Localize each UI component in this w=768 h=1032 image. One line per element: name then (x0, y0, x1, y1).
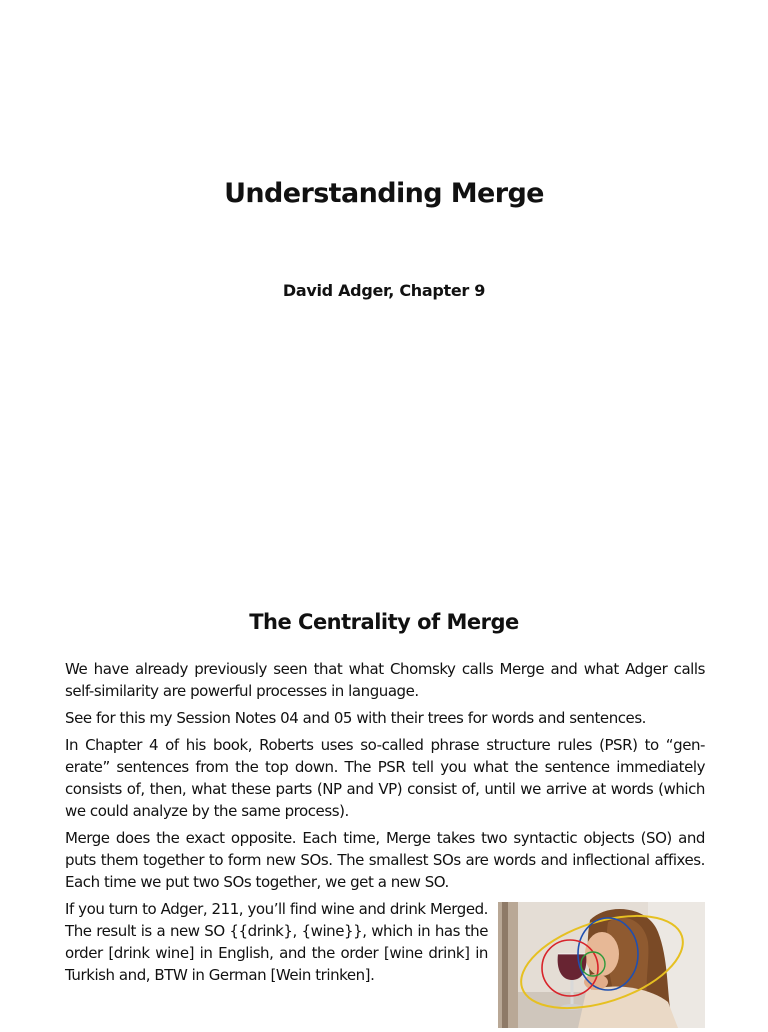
photo-illustration (498, 902, 705, 1028)
section-heading: The Centrality of Merge (249, 610, 519, 634)
paragraph: Merge does the exact opposite. Each time, Merge takes two syntactic objects (SO) and puts them together to form new SOs. The smallest SOs are words and inflectional affixes. Each time we put two SOs together, we get a new SO. (65, 829, 705, 891)
wine-drinking-photo (498, 902, 705, 1028)
document-title: Understanding Merge (224, 178, 544, 209)
section-body (65, 658, 705, 1032)
paragraph: We have already previously seen that what Chomsky calls Merge and what Adger calls self-similarity are powerful processes in language. (65, 660, 705, 700)
paragraph: See for this my Session Notes 04 and 05 with their trees for words and sentences. (65, 709, 647, 727)
paragraph: In Chapter 4 of his book, Roberts uses so-called phrase structure rules (PSR) to “gen-erate” sentences from the top down. The PSR tell you what the sentence immediately consists of, then, what these parts (NP and VP) consist of, until we arrive at words (which we could analyze by the same process). (65, 736, 705, 820)
paragraph: If you turn to Adger, 211, you’ll find wine and drink Merged. The result is a new SO {{drink}, {wine}}, which in has the order [drink wine] in English, and the order [wine drink] in Turkish and, BTW in German [Wein trinken]. (65, 900, 488, 984)
document-subtitle: David Adger, Chapter 9 (282, 281, 486, 300)
